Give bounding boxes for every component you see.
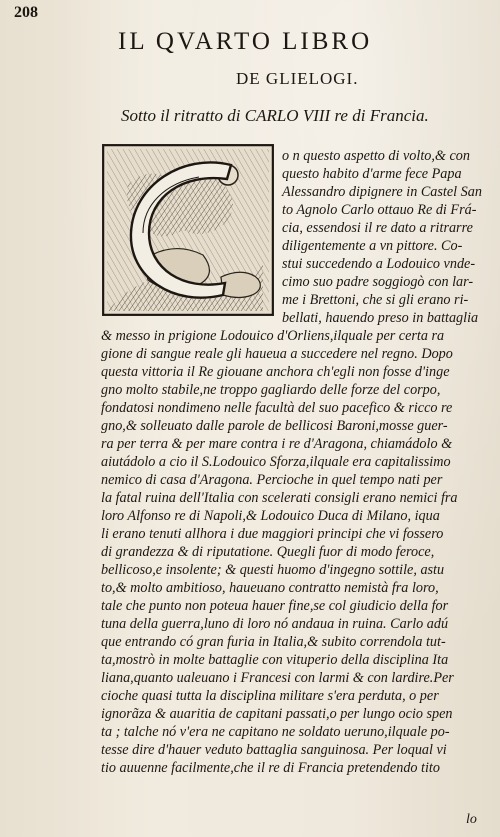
page-number: 208 <box>14 4 38 21</box>
text-line: me i Brettoni, che si gli erano ri- <box>282 292 469 308</box>
text-line: to Agnolo Carlo ottauo Re di Frá- <box>282 202 477 218</box>
text-line: diligentemente a vn pittore. Co- <box>282 238 463 254</box>
text-line: loro Alfonso re di Napoli,& Lodouico Duca di Milano, iqua <box>101 508 440 524</box>
text-line: ta,mostrò in molte battaglie con vituperio della disciplina Ita <box>101 652 449 668</box>
text-line: questa vittoria il Re giouane anchora ch'egli non fosse d'inge <box>101 364 450 380</box>
text-line: bellati, hauendo preso in battaglia <box>282 310 479 326</box>
text-line: gno molto stabile,ne troppo gagliardo delle forze del corpo, <box>101 382 441 398</box>
text-line: stui succedendo a Lodouico vnde- <box>282 256 476 272</box>
book-subtitle: DE GLIELOGI. <box>236 69 359 88</box>
text-line: tale che punto non poteua hauer fine,se col giudicio della for <box>101 598 449 614</box>
text-line: & messo in prigione Lodouico d'Orliens,ilquale per certa ra <box>101 328 445 344</box>
text-line: liana,quanto ualeuano i Francesi con larmi & con lardire.Per <box>101 670 454 686</box>
text-line: la fatal ruina dell'Italia con scelerati consigli erano nemici fra <box>101 490 458 506</box>
text-line: aiutádolo a cio il S.Lodouico Sforza,ilquale era capitalissimo <box>101 454 451 470</box>
woodcut-illustration <box>103 145 273 315</box>
catchword: lo <box>466 812 477 827</box>
text-line: gno,& solleuato dalle parole de bellicosi Baroni,mosse guer- <box>101 418 448 434</box>
text-line: li erano tenuti allhora i due maggiori principi che vi fossero <box>101 526 444 542</box>
text-line: ta ; talche nó v'era ne capitano ne soldato ueruno,ilquale po- <box>101 724 450 740</box>
portrait-caption: Sotto il ritratto di CARLO VIII re di Francia. <box>121 106 429 125</box>
text-line: ra per terra & per mare contra i re d'Aragona, chiamádolo & <box>101 436 453 452</box>
text-line: cimo suo padre soggiogò con lar- <box>282 274 474 290</box>
text-line: to,& molto ambitioso, haueuano contratto nemistà fra loro, <box>101 580 439 596</box>
text-line: di grandezza & di riputatione. Quegli fuor di modo feroce, <box>101 544 435 560</box>
text-line: tio auuenne facilmente,che il re di Francia pretendendo tito <box>101 760 440 776</box>
text-line: cioche quasi tutta la disciplina militare s'era perduta, o per <box>101 688 439 704</box>
text-line: cia, essendosi il re dato a ritrarre <box>282 220 473 236</box>
text-line: bellicoso,e insolente; & questi huomo d'ingegno sottile, astu <box>101 562 445 578</box>
text-line: ignorãza & auaritia de capitani passati,o per lungo ocio spen <box>101 706 453 722</box>
text-line: tesse dire d'hauer veduto battaglia sanguinosa. Per loqual vi <box>101 742 447 758</box>
text-line: fondatosi nondimeno nelle facultà del suo pacefico & ricco re <box>101 400 453 416</box>
text-line: o n questo aspetto di volto,& con <box>282 148 470 164</box>
woodcut-initial-letter-C-icon <box>102 144 274 316</box>
text-line: questo habito d'arme fece Papa <box>282 166 462 182</box>
text-line: tuna della guerra,luno di loro nó andaua in ruina. Carlo adú <box>101 616 449 632</box>
text-line: gione di sangue reale gli haueua a succedere nel regno. Dopo <box>101 346 453 362</box>
text-line: nemico di casa d'Aragona. Percioche in quel tempo nati per <box>101 472 443 488</box>
text-line: Alessandro dipignere in Castel San <box>282 184 482 200</box>
text-line: que entrando có gran furia in Italia,& subito correndola tut- <box>101 634 446 650</box>
book-title: IL QVARTO LIBRO <box>118 28 373 55</box>
